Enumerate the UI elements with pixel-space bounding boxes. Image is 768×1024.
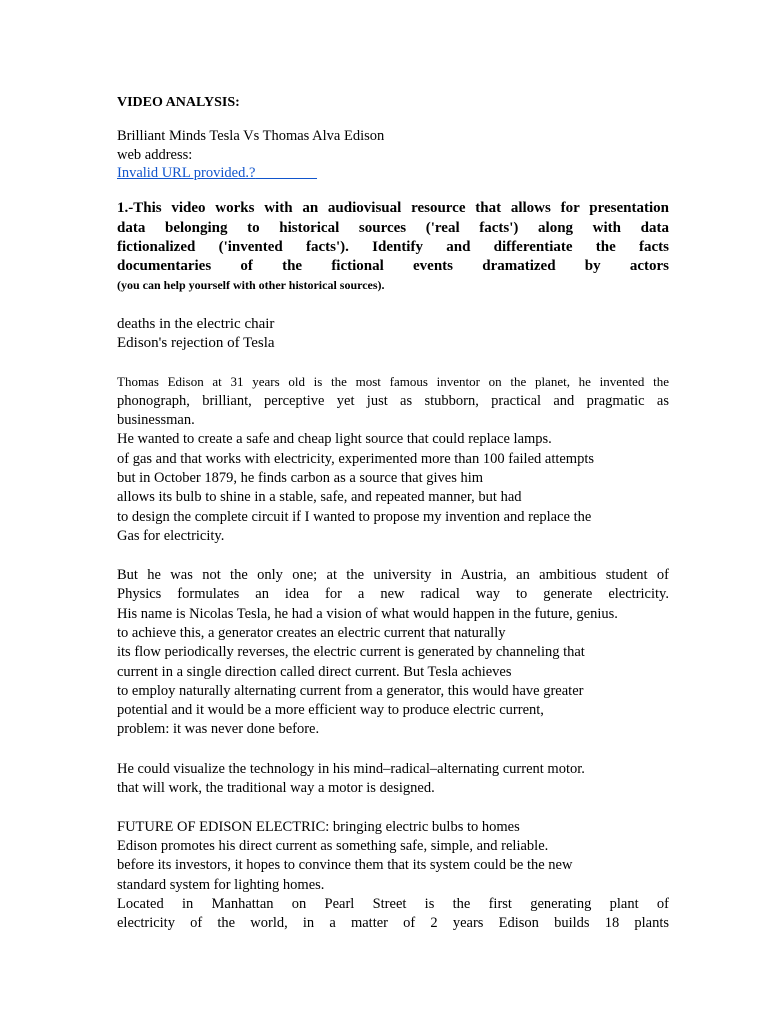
web-address-link[interactable]: Invalid URL provided.? <box>117 165 256 181</box>
paragraph-line: Edison promotes his direct current as something safe, simple, and reliable. <box>117 838 549 854</box>
paragraph-line: phonograph, brilliant, perceptive yet just as stubborn, practical and pragmatic as <box>117 393 669 409</box>
web-address-label: web address: <box>117 147 193 163</box>
paragraph-line: that will work, the traditional way a motor is designed. <box>117 780 435 796</box>
paragraph-line: to design the complete circuit if I wanted to propose my invention and replace the <box>117 509 592 525</box>
paragraph-line: But he was not the only one; at the university in Austria, an ambitious student of <box>117 567 669 583</box>
paragraph-line: allows its bulb to shine in a stable, safe, and repeated manner, but had <box>117 489 522 505</box>
paragraph-line: before its investors, it hopes to convince them that its system could be the new <box>117 857 573 873</box>
question-note: (you can help yourself with other historical sources). <box>117 278 385 292</box>
document-heading: VIDEO ANALYSIS: <box>117 95 240 110</box>
paragraph-line: His name is Nicolas Tesla, he had a vision of what would happen in the future, genius. <box>117 606 618 622</box>
paragraph-line: He could visualize the technology in his mind–radical–alternating current motor. <box>117 761 585 777</box>
paragraph-line: but in October 1879, he finds carbon as a source that gives him <box>117 470 484 486</box>
question-line: documentaries of the fictional events dramatized by actors <box>117 258 669 274</box>
paragraph-line: its flow periodically reverses, the electric current is generated by channeling that <box>117 644 585 660</box>
paragraph-line: businessman. <box>117 412 195 428</box>
paragraph-line: to employ naturally alternating current from a generator, this would have greater <box>117 683 584 699</box>
topic-item: Edison's rejection of Tesla <box>117 335 275 351</box>
question-line: data belonging to historical sources ('real facts') along with data <box>117 220 669 236</box>
question-line: fictionalized ('invented facts'). Identify and differentiate the facts <box>117 239 669 255</box>
paragraph-line: Physics formulates an idea for a new radical way to generate electricity. <box>117 586 669 602</box>
paragraph-line: potential and it would be a more efficient way to produce electric current, <box>117 702 544 718</box>
paragraph-line: of gas and that works with electricity, experimented more than 100 failed attempts <box>117 451 595 467</box>
paragraph-line: Located in Manhattan on Pearl Street is the first generating plant of <box>117 896 669 912</box>
question-line: 1.-This video works with an audiovisual resource that allows for presentation <box>117 200 669 216</box>
paragraph-line: FUTURE OF EDISON ELECTRIC: bringing electric bulbs to homes <box>117 819 520 835</box>
topic-item: deaths in the electric chair <box>117 316 275 332</box>
paragraph-line: to achieve this, a generator creates an electric current that naturally <box>117 625 506 641</box>
paragraph-line: He wanted to create a safe and cheap light source that could replace lamps. <box>117 431 552 447</box>
video-title: Brilliant Minds Tesla Vs Thomas Alva Edison <box>117 128 385 144</box>
paragraph-line: Gas for electricity. <box>117 528 225 544</box>
paragraph-line: problem: it was never done before. <box>117 721 320 737</box>
paragraph-line: standard system for lighting homes. <box>117 877 325 893</box>
paragraph-line: electricity of the world, in a matter of 2 years Edison builds 18 plants <box>117 915 669 931</box>
paragraph-line: Thomas Edison at 31 years old is the most famous inventor on the planet, he invented the <box>117 374 669 389</box>
paragraph-line: current in a single direction called direct current. But Tesla achieves <box>117 664 512 680</box>
